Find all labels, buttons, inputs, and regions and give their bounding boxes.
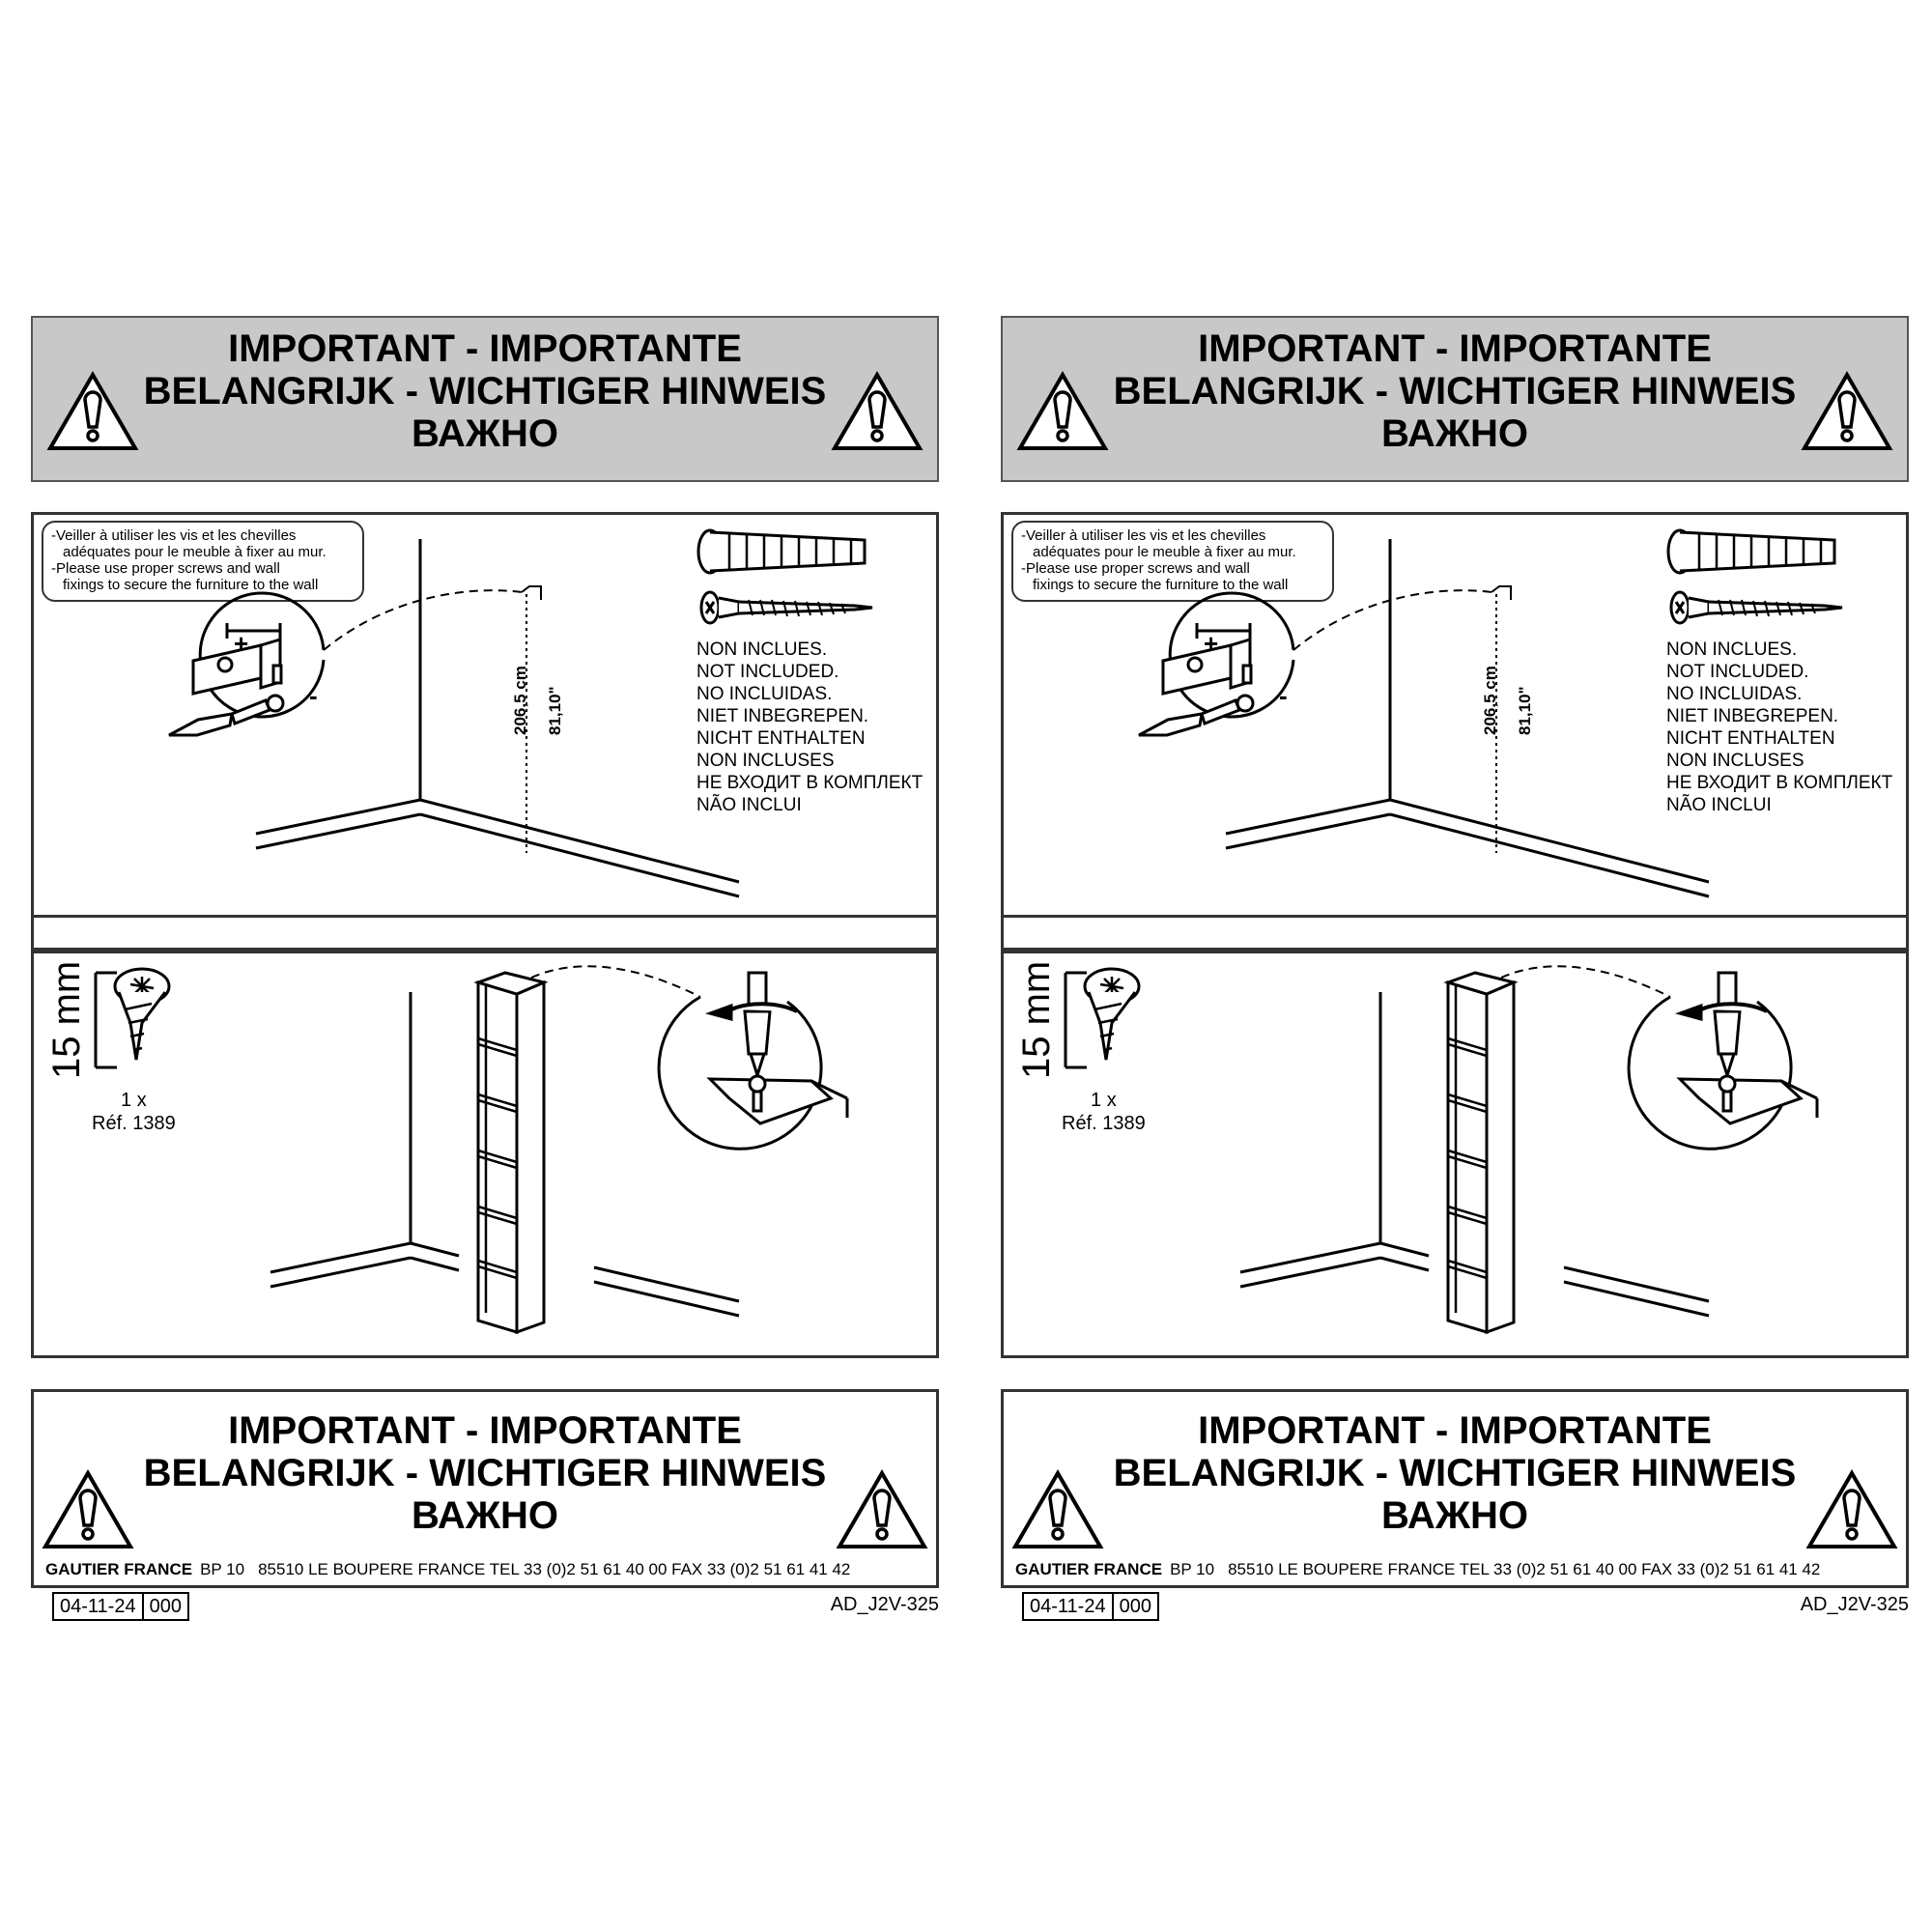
screwdriver-icon <box>34 953 936 1353</box>
date-box <box>52 1592 189 1621</box>
not-included-list <box>696 639 923 816</box>
not-included-de: NICHT ENTHALTEN <box>1666 728 1835 749</box>
not-included-nl: NIET INBEGREPEN. <box>696 706 869 726</box>
not-included-it: NON INCLUSES <box>696 751 835 771</box>
banner-line-2: BELANGRIJK - WICHTIGER HINWEIS <box>143 370 827 412</box>
height-cm: 206,5 cm <box>1481 666 1499 735</box>
date-code: 000 <box>1119 1596 1151 1617</box>
instruction-sheet-right <box>970 0 1932 1932</box>
not-included-it: NON INCLUSES <box>1666 751 1804 771</box>
note-en-line-1: -Please use proper screws and wall <box>1021 560 1250 577</box>
sheet-footer <box>31 1592 939 1621</box>
not-included-list <box>1666 639 1892 816</box>
bookcase-fixing-panel <box>31 951 939 1358</box>
screw-ref: Réf. 1389 <box>92 1113 176 1134</box>
plus-sign: + <box>234 629 249 658</box>
not-included-pt: NÃO INCLUI <box>1666 795 1772 815</box>
not-included-ru: НЕ ВХОДИТ В КОМПЛЕКТ <box>696 773 923 793</box>
banner-titles <box>1004 1409 1906 1537</box>
note-fr-line-2: adéquates pour le meuble à fixer au mur. <box>1033 544 1296 560</box>
height-cm: 206,5 cm <box>511 666 529 735</box>
note-fr-line-1: -Veiller à utiliser les vis et les chevilles <box>1021 527 1266 544</box>
warning-icon <box>836 1469 928 1550</box>
important-banner-top <box>31 316 939 482</box>
screw-length: 15 mm <box>1015 960 1058 1079</box>
company-name: GAUTIER FRANCE <box>1015 1560 1163 1578</box>
banner-titles <box>33 327 937 455</box>
company-name: GAUTIER FRANCE <box>45 1560 193 1578</box>
not-included-es: NO INCLUIDAS. <box>1666 684 1803 704</box>
minus-sign: - <box>309 681 318 710</box>
note-en-line-2: fixings to secure the furniture to the wall <box>1033 577 1289 593</box>
banner-line-2: BELANGRIJK - WICHTIGER HINWEIS <box>1113 370 1797 412</box>
not-included-de: NICHT ENTHALTEN <box>696 728 866 749</box>
banner-line-3: ВАЖНО <box>412 412 558 455</box>
print-date: 04-11-24 <box>54 1594 144 1619</box>
banner-line-1: IMPORTANT - IMPORTANTE <box>228 327 742 370</box>
note-en-line-1: -Please use proper screws and wall <box>51 560 280 577</box>
wall-fixing-panel <box>1001 512 1909 918</box>
print-date: 04-11-24 <box>1024 1594 1114 1619</box>
screwdriver-icon <box>1004 953 1906 1353</box>
note-en-line-2: fixings to secure the furniture to the wall <box>63 577 319 593</box>
sheet-footer <box>1001 1592 1909 1621</box>
wall-fixing-panel <box>31 512 939 918</box>
panel-divider-strip <box>1001 918 1909 951</box>
note-fr-line-2: adéquates pour le meuble à fixer au mur. <box>63 544 327 560</box>
banner-line-3: ВАЖНО <box>1381 1494 1528 1537</box>
not-included-ru: НЕ ВХОДИТ В КОМПЛЕКТ <box>1666 773 1893 793</box>
important-banner-top <box>1001 316 1909 482</box>
warning-icon <box>1805 1469 1898 1550</box>
company-bp: BP 10 <box>1170 1560 1215 1578</box>
company-info <box>1015 1560 1898 1579</box>
date-code: 000 <box>149 1596 182 1617</box>
minus-sign: - <box>1279 681 1288 710</box>
important-banner-bottom <box>1001 1389 1909 1588</box>
not-included-nl: NIET INBEGREPEN. <box>1666 706 1839 726</box>
banner-line-2: BELANGRIJK - WICHTIGER HINWEIS <box>143 1452 827 1494</box>
screw-qty: 1 x <box>1091 1090 1117 1111</box>
document-reference: AD_J2V-325 <box>830 1594 939 1615</box>
not-included-en: NOT INCLUDED. <box>1666 662 1809 682</box>
banner-line-1: IMPORTANT - IMPORTANTE <box>1198 327 1712 370</box>
banner-titles <box>1003 327 1907 455</box>
not-included-fr: NON INCLUES. <box>1666 639 1798 660</box>
important-banner-bottom <box>31 1389 939 1588</box>
document-reference: AD_J2V-325 <box>1800 1594 1909 1615</box>
screw-qty: 1 x <box>121 1090 147 1111</box>
warning-icon <box>1801 371 1893 452</box>
height-inches: 81,10" <box>1516 686 1534 735</box>
banner-line-3: ВАЖНО <box>412 1494 558 1537</box>
screw-ref: Réf. 1389 <box>1062 1113 1146 1134</box>
company-bp: BP 10 <box>200 1560 245 1578</box>
not-included-en: NOT INCLUDED. <box>696 662 839 682</box>
not-included-es: NO INCLUIDAS. <box>696 684 833 704</box>
note-fr-line-1: -Veiller à utiliser les vis et les chevilles <box>51 527 297 544</box>
banner-line-1: IMPORTANT - IMPORTANTE <box>228 1409 742 1452</box>
warning-icon <box>831 371 923 452</box>
company-info <box>45 1560 928 1579</box>
banner-line-2: BELANGRIJK - WICHTIGER HINWEIS <box>1113 1452 1797 1494</box>
screw-length: 15 mm <box>45 960 88 1079</box>
company-address: 85510 LE BOUPERE FRANCE TEL 33 (0)2 51 61 40 00 FAX 33 (0)2 51 61 41 42 <box>258 1560 851 1578</box>
height-inches: 81,10" <box>546 686 564 735</box>
bookcase-fixing-panel <box>1001 951 1909 1358</box>
not-included-pt: NÃO INCLUI <box>696 795 802 815</box>
banner-titles <box>34 1409 936 1537</box>
banner-line-3: ВАЖНО <box>1381 412 1528 455</box>
plus-sign: + <box>1204 629 1219 658</box>
date-box <box>1022 1592 1159 1621</box>
banner-line-1: IMPORTANT - IMPORTANTE <box>1198 1409 1712 1452</box>
company-address: 85510 LE BOUPERE FRANCE TEL 33 (0)2 51 61 40 00 FAX 33 (0)2 51 61 41 42 <box>1228 1560 1821 1578</box>
panel-divider-strip <box>31 918 939 951</box>
not-included-fr: NON INCLUES. <box>696 639 828 660</box>
